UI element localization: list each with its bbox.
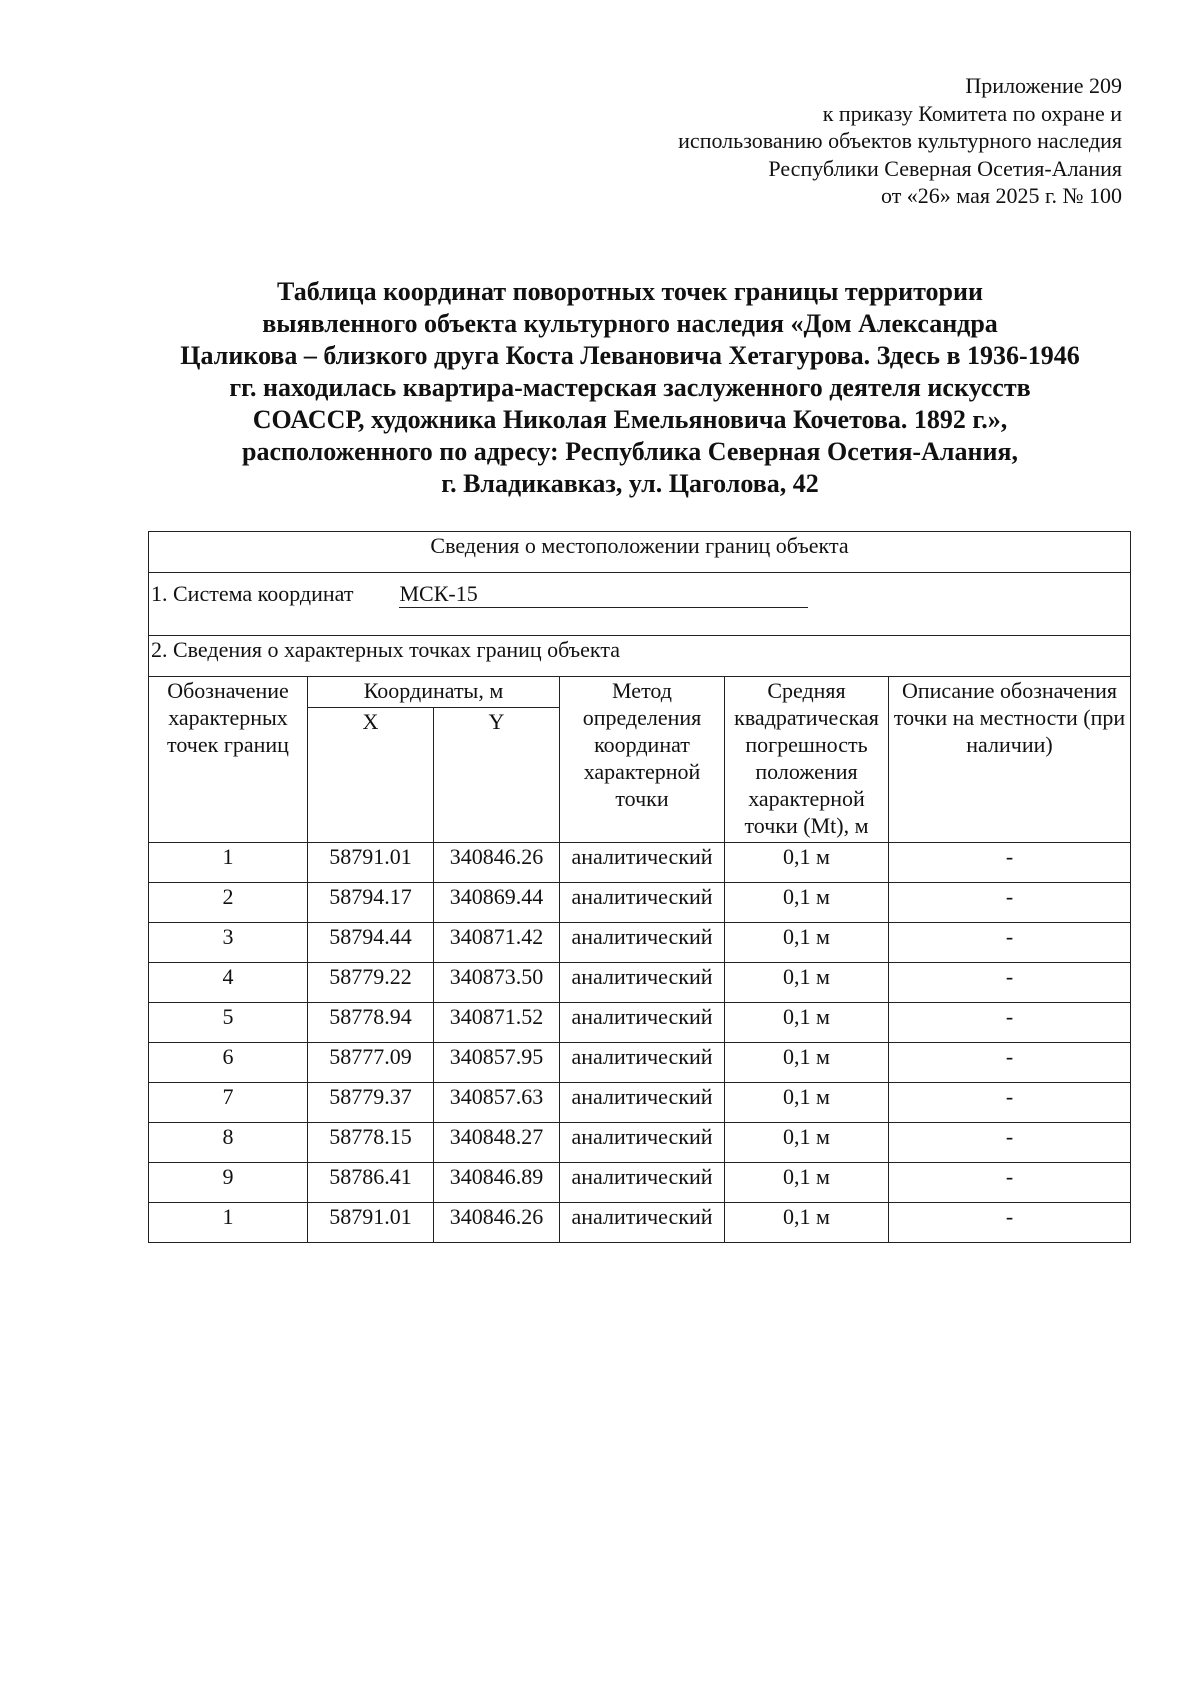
point-number: 4 [149, 963, 308, 1003]
point-y: 340857.95 [434, 1043, 560, 1083]
col-error: Средняя квадратическая погрешность положения характерной точки (Mt), м [725, 677, 889, 843]
point-number: 1 [149, 1203, 308, 1243]
point-x: 58778.15 [308, 1123, 434, 1163]
coord-system-row [149, 573, 1131, 636]
table-row [149, 1083, 1131, 1123]
point-number: 7 [149, 1083, 308, 1123]
point-description: - [889, 923, 1131, 963]
title-line: Цаликова – близкого друга Коста Левановича Хетагурова. Здесь в 1936-1946 [180, 341, 1080, 370]
title-line: выявленного объекта культурного наследия «Дом Александра [262, 309, 998, 338]
point-number: 1 [149, 843, 308, 883]
point-method: аналитический [560, 1163, 725, 1203]
col-description: Описание обозначения точки на местности (при наличии) [889, 677, 1131, 843]
point-y: 340848.27 [434, 1123, 560, 1163]
appendix-line: Республики Северная Осетия-Алания [768, 155, 1122, 181]
coord-system-cell [149, 573, 1131, 636]
table-row [149, 1043, 1131, 1083]
point-number: 5 [149, 1003, 308, 1043]
point-description: - [889, 1043, 1131, 1083]
point-y: 340871.52 [434, 1003, 560, 1043]
coord-system-value: МСК-15 [399, 581, 808, 608]
table-row [149, 1003, 1131, 1043]
point-method: аналитический [560, 1203, 725, 1243]
point-error: 0,1 м [725, 843, 889, 883]
point-description: - [889, 883, 1131, 923]
point-x: 58777.09 [308, 1043, 434, 1083]
points-header: 2. Сведения о характерных точках границ объекта [149, 636, 1131, 677]
appendix-line: к приказу Комитета по охране и [822, 100, 1122, 126]
point-number: 9 [149, 1163, 308, 1203]
point-x: 58791.01 [308, 843, 434, 883]
title-line: СОАССР, художника Николая Емельяновича Кочетова. 1892 г.», [252, 405, 1008, 434]
point-number: 6 [149, 1043, 308, 1083]
point-y: 340846.26 [434, 1203, 560, 1243]
title-line: Таблица координат поворотных точек границы территории [277, 277, 983, 306]
appendix-block [422, 72, 1122, 210]
point-x: 58779.22 [308, 963, 434, 1003]
point-description: - [889, 1163, 1131, 1203]
col-designation: Обозначение характерных точек границ [149, 677, 308, 843]
point-x: 58778.94 [308, 1003, 434, 1043]
column-header-row [149, 677, 1131, 708]
coord-system-label: 1. Система координат [151, 581, 354, 606]
table-row [149, 1203, 1131, 1243]
title-line: г. Владикавказ, ул. Цаголова, 42 [441, 469, 819, 498]
point-method: аналитический [560, 1003, 725, 1043]
point-y: 340869.44 [434, 883, 560, 923]
appendix-line: Приложение 209 [965, 73, 1122, 98]
point-error: 0,1 м [725, 1043, 889, 1083]
appendix-line: от «26» мая 2025 г. № 100 [880, 183, 1122, 208]
document-title [130, 276, 1130, 500]
point-description: - [889, 963, 1131, 1003]
point-y: 340873.50 [434, 963, 560, 1003]
point-method: аналитический [560, 923, 725, 963]
point-number: 8 [149, 1123, 308, 1163]
point-y: 340846.26 [434, 843, 560, 883]
table-row [149, 1123, 1131, 1163]
point-x: 58786.41 [308, 1163, 434, 1203]
title-line: расположенного по адресу: Республика Северная Осетия-Алания, [241, 437, 1018, 466]
coordinates-table [148, 531, 1131, 1243]
point-method: аналитический [560, 843, 725, 883]
point-error: 0,1 м [725, 923, 889, 963]
col-x: X [308, 708, 434, 843]
point-y: 340871.42 [434, 923, 560, 963]
point-description: - [889, 843, 1131, 883]
section-header-row [149, 532, 1131, 573]
col-y: Y [434, 708, 560, 843]
col-method: Метод определения координат характерной точки [560, 677, 725, 843]
table-row [149, 963, 1131, 1003]
point-y: 340857.63 [434, 1083, 560, 1123]
table-row [149, 883, 1131, 923]
point-x: 58794.44 [308, 923, 434, 963]
point-method: аналитический [560, 883, 725, 923]
section-header: Сведения о местоположении границ объекта [149, 532, 1131, 573]
point-method: аналитический [560, 963, 725, 1003]
point-description: - [889, 1203, 1131, 1243]
point-description: - [889, 1083, 1131, 1123]
table-row [149, 1163, 1131, 1203]
col-coords: Координаты, м [308, 677, 560, 708]
point-x: 58794.17 [308, 883, 434, 923]
point-number: 3 [149, 923, 308, 963]
point-method: аналитический [560, 1123, 725, 1163]
point-method: аналитический [560, 1043, 725, 1083]
points-header-row [149, 636, 1131, 677]
point-error: 0,1 м [725, 1123, 889, 1163]
point-y: 340846.89 [434, 1163, 560, 1203]
point-x: 58779.37 [308, 1083, 434, 1123]
point-error: 0,1 м [725, 883, 889, 923]
title-line: гг. находилась квартира-мастерская заслуженного деятеля искусств [229, 373, 1031, 402]
point-error: 0,1 м [725, 1203, 889, 1243]
point-error: 0,1 м [725, 963, 889, 1003]
table-row [149, 843, 1131, 883]
point-number: 2 [149, 883, 308, 923]
point-description: - [889, 1123, 1131, 1163]
point-error: 0,1 м [725, 1163, 889, 1203]
point-description: - [889, 1003, 1131, 1043]
point-error: 0,1 м [725, 1083, 889, 1123]
appendix-line: использованию объектов культурного наследия [678, 128, 1122, 153]
table-row [149, 923, 1131, 963]
point-x: 58791.01 [308, 1203, 434, 1243]
point-method: аналитический [560, 1083, 725, 1123]
point-error: 0,1 м [725, 1003, 889, 1043]
